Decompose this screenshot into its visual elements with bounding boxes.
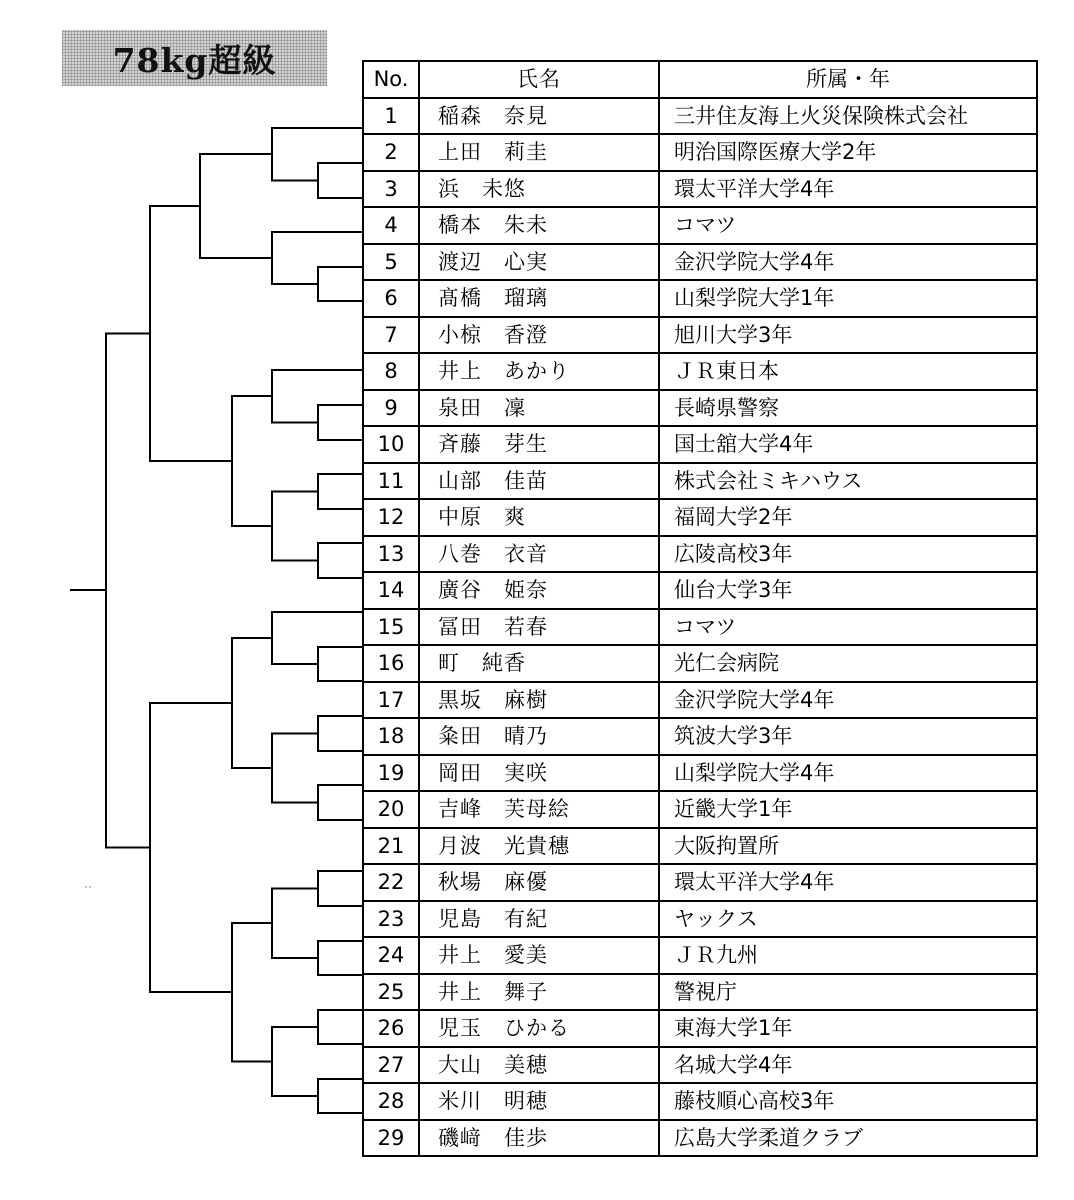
name-surname: 山部 <box>438 468 482 493</box>
header-name: 氏名 <box>419 61 659 98</box>
cell-name <box>419 463 659 500</box>
name-surname: 稲森 <box>438 103 482 128</box>
name-given: 光貴穗 <box>504 833 570 858</box>
cell-affiliation: 名城大学4年 <box>659 1047 1037 1084</box>
cell-affiliation: 筑波大学3年 <box>659 718 1037 755</box>
cell-affiliation: ＪＲ東日本 <box>659 353 1037 390</box>
table-row <box>363 974 1037 1011</box>
cell-no: 1 <box>363 98 419 135</box>
cell-name <box>419 864 659 901</box>
cell-name <box>419 244 659 281</box>
cell-name <box>419 1120 659 1157</box>
table-row <box>363 1047 1037 1084</box>
cell-name <box>419 134 659 171</box>
cell-affiliation: 株式会社ミキハウス <box>659 463 1037 500</box>
cell-name <box>419 1047 659 1084</box>
cell-affiliation: 広島大学柔道クラブ <box>659 1120 1037 1157</box>
table-row <box>363 207 1037 244</box>
cell-name <box>419 1083 659 1120</box>
cell-affiliation: ＪＲ九州 <box>659 937 1037 974</box>
cell-affiliation: 山梨学院大学4年 <box>659 755 1037 792</box>
cell-no: 8 <box>363 353 419 390</box>
cell-name <box>419 609 659 646</box>
cell-affiliation: コマツ <box>659 207 1037 244</box>
cell-name <box>419 718 659 755</box>
cell-affiliation: 警視庁 <box>659 974 1037 1011</box>
table-header-row <box>363 61 1037 98</box>
cell-no: 26 <box>363 1010 419 1047</box>
name-given: 莉圭 <box>504 140 548 164</box>
name-given: 奈見 <box>504 103 548 128</box>
table-row <box>363 1083 1037 1120</box>
cell-affiliation: 国士舘大学4年 <box>659 426 1037 463</box>
cell-no: 5 <box>363 244 419 281</box>
name-given: 香澄 <box>504 322 548 347</box>
table-row <box>363 828 1037 865</box>
bracket-lines <box>70 128 362 1113</box>
cell-name <box>419 937 659 974</box>
name-given: 実咲 <box>504 760 548 785</box>
cell-name <box>419 755 659 792</box>
name-surname: 八巻 <box>438 541 482 566</box>
table-row <box>363 499 1037 536</box>
name-surname: 磯﨑 <box>438 1125 482 1150</box>
cell-no: 27 <box>363 1047 419 1084</box>
table-row <box>363 171 1037 208</box>
table-row <box>363 755 1037 792</box>
name-given: 佳苗 <box>504 468 548 493</box>
name-surname: 浜 <box>438 176 460 201</box>
cell-name <box>419 426 659 463</box>
name-given: 芽生 <box>504 432 548 456</box>
name-surname: 髙橋 <box>438 286 482 310</box>
name-surname: 大山 <box>438 1052 482 1077</box>
cell-name <box>419 682 659 719</box>
name-surname: 児玉 <box>438 1016 482 1040</box>
cell-name <box>419 974 659 1011</box>
name-given: 晴乃 <box>504 724 548 748</box>
name-surname: 秋場 <box>438 870 482 894</box>
cell-name <box>419 317 659 354</box>
name-given: 衣音 <box>504 541 548 566</box>
name-given: 麻優 <box>504 870 548 894</box>
table-row <box>363 317 1037 354</box>
table-row <box>363 536 1037 573</box>
cell-no: 25 <box>363 974 419 1011</box>
cell-affiliation: 明治国際医療大学2年 <box>659 134 1037 171</box>
name-surname: 児島 <box>438 906 482 931</box>
table-row <box>363 645 1037 682</box>
cell-no: 19 <box>363 755 419 792</box>
cell-name <box>419 1010 659 1047</box>
name-surname: 吉峰 <box>438 797 482 821</box>
cell-affiliation: 旭川大学3年 <box>659 317 1037 354</box>
cell-no: 17 <box>363 682 419 719</box>
name-surname: 井上 <box>438 359 482 383</box>
name-surname: 斉藤 <box>438 432 482 456</box>
name-given: 有紀 <box>504 906 548 931</box>
cell-name <box>419 645 659 682</box>
cell-name <box>419 901 659 938</box>
name-given: 爽 <box>504 505 526 529</box>
cell-name <box>419 98 659 135</box>
name-surname: 冨田 <box>438 614 482 639</box>
cell-no: 20 <box>363 791 419 828</box>
name-given: 麻樹 <box>504 687 548 712</box>
header-no: No. <box>363 61 419 98</box>
cell-affiliation: ヤックス <box>659 901 1037 938</box>
cell-name <box>419 280 659 317</box>
cell-name <box>419 828 659 865</box>
cell-no: 13 <box>363 536 419 573</box>
name-given: 凜 <box>504 395 526 420</box>
cell-no: 29 <box>363 1120 419 1157</box>
name-given: 美穂 <box>504 1052 548 1077</box>
table-row <box>363 718 1037 755</box>
name-surname: 中原 <box>438 505 482 529</box>
table-row <box>363 1120 1037 1157</box>
table-row <box>363 390 1037 427</box>
name-surname: 黒坂 <box>438 687 482 712</box>
name-surname: 岡田 <box>438 760 482 785</box>
name-surname: 渡辺 <box>438 249 482 274</box>
cell-no: 22 <box>363 864 419 901</box>
name-surname: 上田 <box>438 140 482 164</box>
name-surname: 月波 <box>438 833 482 858</box>
cell-affiliation: 長崎県警察 <box>659 390 1037 427</box>
name-surname: 廣谷 <box>438 578 482 602</box>
cell-affiliation: 広陵高校3年 <box>659 536 1037 573</box>
cell-no: 24 <box>363 937 419 974</box>
cell-no: 14 <box>363 572 419 609</box>
cell-affiliation: 三井住友海上火災保険株式会社 <box>659 98 1037 135</box>
name-given: 心実 <box>504 249 548 274</box>
table-row <box>363 244 1037 281</box>
table-row <box>363 134 1037 171</box>
cell-no: 11 <box>363 463 419 500</box>
cell-name <box>419 207 659 244</box>
name-given: あかり <box>504 359 570 383</box>
cell-no: 15 <box>363 609 419 646</box>
cell-name <box>419 499 659 536</box>
cell-affiliation: 山梨学院大学1年 <box>659 280 1037 317</box>
name-surname: 泉田 <box>438 395 482 420</box>
table-row <box>363 1010 1037 1047</box>
name-given: 明穂 <box>504 1089 548 1113</box>
cell-no: 18 <box>363 718 419 755</box>
name-given: 佳歩 <box>504 1125 548 1150</box>
table-row <box>363 463 1037 500</box>
cell-affiliation: 大阪拘置所 <box>659 828 1037 865</box>
name-surname: 小椋 <box>438 322 482 347</box>
name-given: 朱未 <box>504 213 548 237</box>
cell-affiliation: 金沢学院大学4年 <box>659 682 1037 719</box>
cell-affiliation: 仙台大学3年 <box>659 572 1037 609</box>
table-row <box>363 791 1037 828</box>
name-given: 姫奈 <box>504 578 548 602</box>
cell-no: 2 <box>363 134 419 171</box>
header-affiliation: 所属・年 <box>659 61 1037 98</box>
cell-no: 9 <box>363 390 419 427</box>
cell-no: 23 <box>363 901 419 938</box>
name-given: 芙母絵 <box>504 797 570 821</box>
cell-affiliation: 環太平洋大学4年 <box>659 864 1037 901</box>
cell-affiliation: 東海大学1年 <box>659 1010 1037 1047</box>
name-surname: 井上 <box>438 943 482 967</box>
cell-no: 3 <box>363 171 419 208</box>
name-surname: 町 <box>438 651 460 675</box>
weight-class-title-badge <box>62 30 327 86</box>
name-given: 愛美 <box>504 943 548 967</box>
name-surname: 粂田 <box>438 724 482 748</box>
name-given: 若春 <box>504 614 548 639</box>
cell-name <box>419 536 659 573</box>
cell-name <box>419 572 659 609</box>
cell-affiliation: 光仁会病院 <box>659 645 1037 682</box>
table-row <box>363 426 1037 463</box>
cell-name <box>419 791 659 828</box>
cell-no: 12 <box>363 499 419 536</box>
name-given: ひかる <box>504 1016 570 1040</box>
cell-affiliation: 環太平洋大学4年 <box>659 171 1037 208</box>
cell-no: 16 <box>363 645 419 682</box>
name-surname: 米川 <box>438 1089 482 1113</box>
cell-no: 21 <box>363 828 419 865</box>
table-row <box>363 901 1037 938</box>
table-row <box>363 609 1037 646</box>
cell-name <box>419 171 659 208</box>
name-given: 舞子 <box>504 979 548 1004</box>
name-surname: 井上 <box>438 979 482 1004</box>
cell-affiliation: 福岡大学2年 <box>659 499 1037 536</box>
cell-no: 7 <box>363 317 419 354</box>
cell-affiliation: 近畿大学1年 <box>659 791 1037 828</box>
cell-no: 6 <box>363 280 419 317</box>
table-row <box>363 353 1037 390</box>
cell-affiliation: コマツ <box>659 609 1037 646</box>
name-surname: 橋本 <box>438 213 482 237</box>
cell-affiliation: 藤枝順心高校3年 <box>659 1083 1037 1120</box>
stray-ink-mark: ·· <box>84 879 92 893</box>
name-given: 純香 <box>482 651 526 675</box>
name-given: 瑠璃 <box>504 286 548 310</box>
entrant-roster-table <box>362 60 1038 1157</box>
cell-no: 4 <box>363 207 419 244</box>
cell-no: 10 <box>363 426 419 463</box>
table-row <box>363 98 1037 135</box>
page-title: 78kg超級 <box>112 40 277 80</box>
table-row <box>363 280 1037 317</box>
table-row <box>363 864 1037 901</box>
cell-name <box>419 390 659 427</box>
table-row <box>363 572 1037 609</box>
cell-no: 28 <box>363 1083 419 1120</box>
table-row <box>363 937 1037 974</box>
name-given: 未悠 <box>482 176 526 201</box>
table-row <box>363 682 1037 719</box>
cell-name <box>419 353 659 390</box>
cell-affiliation: 金沢学院大学4年 <box>659 244 1037 281</box>
